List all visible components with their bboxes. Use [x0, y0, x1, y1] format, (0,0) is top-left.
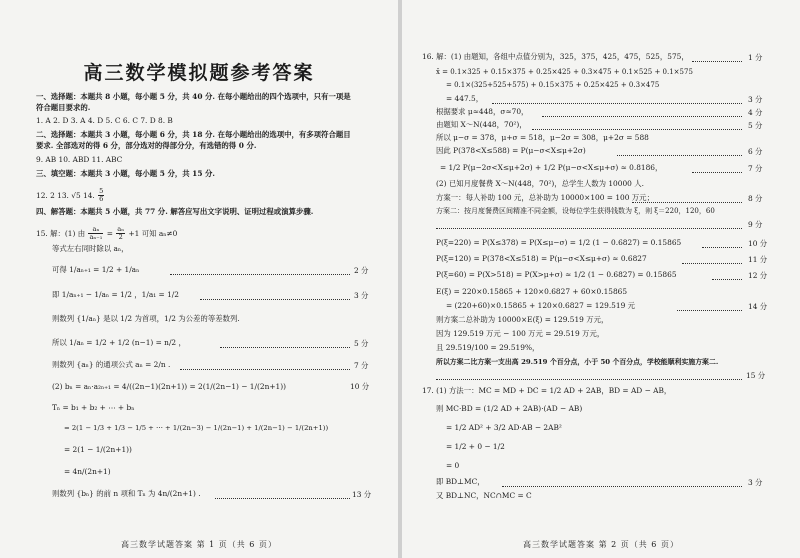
q16-line-18: = (220+60)×0.15865 + 120×0.6827 = 129.519 元	[446, 301, 636, 310]
section-1-heading-cont: 符合题目要求的.	[36, 103, 91, 112]
q15-fraction-2: $\frac{\text{aₙ}}{2}$	[117, 225, 125, 241]
q15-condition: +1 可知 aₙ≠0	[128, 228, 178, 238]
q15-fraction-1: $\frac{\text{aₙ}}{\text{aₙ₋₁}}$	[89, 225, 103, 241]
q16-line-12: 方案二：按月度餐费区间精准不同金额，设每位学生获得钱数为 ξ，则 ξ＝220，120，60	[436, 207, 715, 215]
q16-line-16: P(ξ=60) = P(X>518) = P(X>μ+σ) ≈ 1/2 (1 − 0.6827) = 0.15865	[436, 270, 677, 279]
dot-leader	[692, 172, 742, 173]
score-label: 12 分	[748, 271, 768, 280]
q16-line-22: 所以方案二比方案一支出高 29.519 个百分点，小于 50 个百分点，学校能顺利实施方案二.	[436, 358, 719, 366]
q17-line-7: 又 BD⊥NC，NC∩MC = C	[436, 491, 532, 500]
score-label: 15 分	[746, 371, 766, 380]
score-label: 3 分	[748, 95, 763, 104]
dot-leader	[220, 347, 350, 348]
q15-intro: 15. 解：(1) 由	[36, 228, 86, 238]
q16-line-14: P(ξ=220) = P(X≤378) = P(X≤μ−σ) = 1/2 (1 − 0.6827) = 0.15865	[436, 238, 682, 247]
score-label: 5 分	[354, 339, 369, 348]
q15-line-1	[36, 226, 398, 241]
q16-line-2: x̄ = 0.1×325 + 0.15×375 + 0.25×425 + 0.3×475 + 0.1×525 + 0.1×575	[436, 68, 693, 76]
dot-leader	[702, 247, 742, 248]
score-label: 8 分	[748, 194, 763, 203]
equals-sign: =	[106, 228, 113, 238]
score-label: 5 分	[748, 121, 763, 130]
q17-line-4: = 1/2 + 0 − 1/2	[446, 442, 505, 451]
q15-line-12: = 4n/(2n+1)	[64, 467, 111, 476]
q16-line-8: 因此 P(378<X≤588) = P(μ−σ<X≤μ+2σ)	[436, 146, 586, 155]
section-3-answer-text: 12. 2 13. √5 14.	[36, 190, 95, 200]
q15-line-10: = 2(1 − 1/3 + 1/3 − 1/5 + ⋯ + 1/(2n−3) − 1/(2n−1) + 1/(2n−1) − 1/(2n+1))	[64, 424, 329, 432]
score-label: 3 分	[354, 291, 369, 300]
score-label: 4 分	[748, 108, 763, 117]
q17-line-5: = 0	[446, 461, 460, 470]
section-2-answers: 9. AB 10. ABD 11. ABC	[36, 155, 123, 164]
fraction-numerator: 5	[99, 187, 104, 195]
dot-leader	[677, 310, 742, 311]
page-title: 高三数学模拟题参考答案	[83, 62, 315, 84]
q15-line-13: 则数列 {bₙ} 的前 n 项和 Tₙ 为 4n/(2n+1) .	[52, 489, 201, 498]
q16-line-3: = 0.1×(325+525+575) + 0.15×375 + 0.25×425 + 0.3×475	[446, 81, 660, 89]
q15-line-4: 即 1/aₙ₊₁ − 1/aₙ = 1/2 ，1/a₁ = 1/2	[52, 290, 179, 299]
section-1-answers: 1. A 2. D 3. A 4. D 5. C 6. C 7. D 8. B	[36, 116, 173, 125]
score-label: 7 分	[354, 361, 369, 370]
score-label: 10 分	[350, 382, 370, 391]
q17-line-3: = 1/2 AD² + 3/2 AD·AB − 2AB²	[446, 423, 562, 432]
answer-page-2	[402, 0, 800, 558]
q16-line-9: = 1/2 P(μ−2σ<X≤μ+2σ) + 1/2 P(μ−σ<X≤μ+σ) ≈ 0.8186，	[440, 163, 663, 172]
section-3-heading: 三、填空题：本题共 3 小题，每小题 5 分，共 15 分.	[36, 169, 216, 178]
q16-line-21: 且 29.519/100 = 29.519%，	[436, 343, 540, 352]
q17-line-6: 即 BD⊥MC，	[436, 477, 485, 486]
section-1-heading: 一、选择题：本题共 8 小题，每小题 5 分，共 40 分. 在每小题给出的四个选项中，只有一项是	[36, 92, 351, 101]
page-footer: 高三数学试题答案 第 1 页（共 6 页）	[121, 540, 277, 549]
score-label: 7 分	[748, 164, 763, 173]
dot-leader	[617, 155, 742, 156]
dot-leader	[632, 202, 742, 203]
q16-line-5: 根据要求 μ≈448，σ≈70，	[436, 107, 529, 116]
score-label: 1 分	[748, 53, 763, 62]
q15-expression: 1/aₙ = 1/2 + 1/2 (n−1) = n/2 ，	[69, 338, 186, 347]
q15-line-5: 则数列 {1/aₙ} 是以 1/2 为首项，1/2 为公差的等差数列.	[52, 314, 240, 323]
dot-leader	[215, 498, 350, 499]
q15-expression: 1/aₙ₊₁ = 1/2 + 1/aₙ	[69, 265, 140, 274]
section-2-heading: 二、选择题：本题共 3 小题，每小题 6 分，共 18 分. 在每小题给出的选项中，有多项符合题目	[36, 130, 351, 139]
dot-leader	[200, 299, 350, 300]
dot-leader	[682, 263, 742, 264]
q16-line-11: 方案一：每人补助 100 元，总补助为 10000×100 = 100 万元；	[436, 193, 654, 202]
answer-14-fraction	[98, 188, 104, 203]
dot-leader	[502, 486, 742, 487]
q15-line-8: (2) bₙ = aₙ·a₂ₙ₊₁ = 4/((2n−1)(2n+1)) = 2(1/(2n−1) − 1/(2n+1))	[52, 382, 286, 391]
q16-line-15: P(ξ=120) = P(378<X≤518) = P(μ−σ<X≤μ+σ) ≈ 0.6827	[436, 254, 647, 263]
q16-line-10: (2) 已知月度餐费 X～N(448，70²)，总学生人数为 10000 人.	[436, 179, 644, 188]
q16-line-6: 由题知 X～N(448，70²)，	[436, 120, 527, 129]
q15-line-3: 可得 1/aₙ₊₁ = 1/2 + 1/aₙ	[52, 265, 140, 274]
section-3-answers	[36, 188, 398, 203]
score-label: 2 分	[354, 266, 369, 275]
dot-leader	[712, 279, 742, 280]
score-label: 3 分	[748, 478, 763, 487]
q15-line-11: = 2(1 − 1/(2n+1))	[64, 445, 132, 454]
q15-line-2: 等式左右同时除以 aₙ，	[52, 244, 129, 253]
q16-line-19: 则方案二总补助为 10000×E(ξ) = 129.519 万元，	[436, 315, 609, 324]
q15-line-7: 则数列 {aₙ} 的通项公式 aₙ = 2/n .	[52, 360, 171, 369]
q15-line-9: Tₙ = b₁ + b₂ + ⋯ + bₙ	[52, 403, 135, 412]
q15-expression: 1/aₙ₊₁ − 1/aₙ = 1/2 ，1/a₁ = 1/2	[61, 290, 179, 299]
dot-leader	[170, 274, 350, 275]
fraction-denominator: 6	[99, 195, 104, 203]
q16-line-1: 16. 解：(1) 由题知，各组中点值分别为，325，375，425，475，525，575，	[422, 52, 689, 61]
q16-line-4: = 447.5，	[446, 94, 484, 103]
dot-leader	[436, 379, 742, 380]
score-label: 6 分	[748, 147, 763, 156]
score-label: 11 分	[748, 255, 768, 264]
q15-line-6: 所以 1/aₙ = 1/2 + 1/2 (n−1) = n/2 ，	[52, 338, 186, 347]
dot-leader	[436, 228, 742, 229]
dot-leader	[692, 61, 742, 62]
dot-leader	[180, 369, 350, 370]
score-label: 13 分	[352, 490, 372, 499]
section-2-heading-cont: 要求. 全部选对的得 6 分，部分选对的得部分分，有选错的得 0 分.	[36, 141, 257, 150]
answer-page-1	[0, 0, 398, 558]
page-footer: 高三数学试题答案 第 2 页（共 6 页）	[523, 540, 679, 549]
score-label: 14 分	[748, 302, 768, 311]
score-label: 10 分	[748, 239, 768, 248]
dot-leader	[492, 103, 742, 104]
dot-leader	[532, 129, 742, 130]
q17-line-1: 17. (1) 方法一：MC = MD + DC = 1/2 AD + 2AB，BD = AD − AB，	[422, 386, 672, 395]
q16-line-7: 所以 μ−σ = 378，μ+σ = 518，μ−2σ = 308，μ+2σ = 588	[436, 133, 649, 142]
q16-line-20: 因为 129.519 万元 − 100 万元 = 29.519 万元，	[436, 329, 605, 338]
score-label: 9 分	[748, 220, 763, 229]
q17-line-2: 则 MC·BD = (1/2 AD + 2AB)·(AD − AB)	[436, 404, 583, 413]
q16-line-17: E(ξ) = 220×0.15865 + 120×0.6827 + 60×0.15865	[436, 287, 628, 296]
section-4-heading: 四、解答题：本题共 5 小题，共 77 分. 解答应写出文字说明、证明过程或演算步骤.	[36, 207, 314, 216]
dot-leader	[542, 116, 742, 117]
